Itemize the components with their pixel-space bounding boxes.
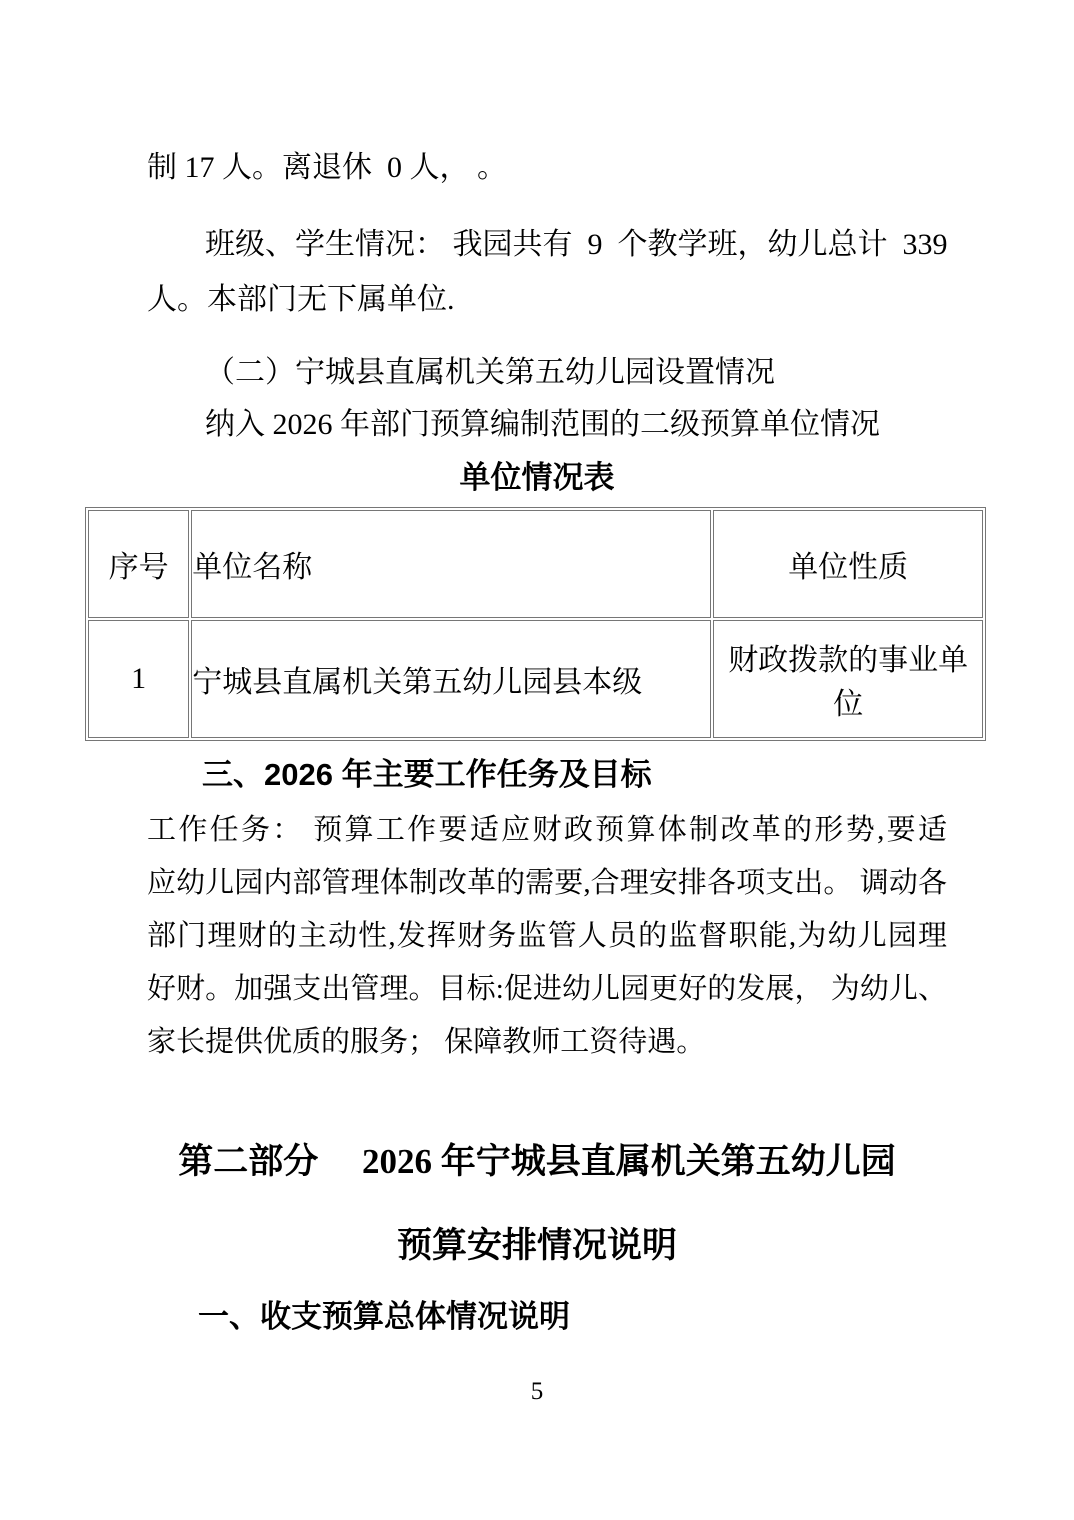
task-paragraph-line: 部门理财的主动性,发挥财务监管人员的监督职能,为幼儿园理 (147, 920, 947, 952)
task-paragraph-line: 家长提供优质的服务； 保障教师工资待遇。 (147, 1026, 706, 1058)
unit-table-header-row (88, 510, 983, 618)
class-info-line2: 人。本部门无下属单位. (147, 283, 455, 316)
section-three-heading: 三、2026 年主要工作任务及目标 (202, 757, 652, 792)
subsection-two-heading: （二）宁城县直属机关第五幼儿园设置情况 (205, 356, 775, 389)
unit-table-row (88, 620, 983, 738)
intro-carryover-line: 制 17 人。离退休 0 人， 。 (147, 151, 507, 184)
unit-table-title: 单位情况表 (459, 460, 615, 495)
section-one-heading: 一、收支预算总体情况说明 (198, 1299, 570, 1334)
class-info-line1: 班级、学生情况： 我园共有 9 个教学班，幼儿总计 339 (205, 228, 948, 261)
task-paragraph-line: 工作任务： 预算工作要适应财政预算体制改革的形势,要适 (147, 814, 947, 846)
page-number: 5 (530, 1378, 544, 1405)
subsection-two-note: 纳入 2026 年部门预算编制范围的二级预算单位情况 (205, 408, 880, 441)
unit-table-header-index: 序号 (88, 510, 189, 618)
task-paragraph-line: 好财。加强支出管理。目标:促进幼儿园更好的发展， 为幼儿、 (147, 973, 947, 1005)
task-paragraph-line: 应幼儿园内部管理体制改革的需要,合理安排各项支出。 调动各 (147, 867, 947, 899)
part-two-heading-line2: 预算安排情况说明 (396, 1226, 677, 1265)
unit-table-header-name: 单位名称 (191, 510, 711, 618)
unit-row-index: 1 (88, 620, 189, 738)
unit-table (85, 507, 986, 741)
unit-row-nature: 财政拨款的事业单位 (713, 620, 983, 738)
part-two-heading-line1: 第二部分 2026 年宁城县直属机关第五幼儿园 (178, 1142, 896, 1181)
unit-row-name: 宁城县直属机关第五幼儿园县本级 (191, 620, 711, 738)
unit-table-header-nature: 单位性质 (713, 510, 983, 618)
